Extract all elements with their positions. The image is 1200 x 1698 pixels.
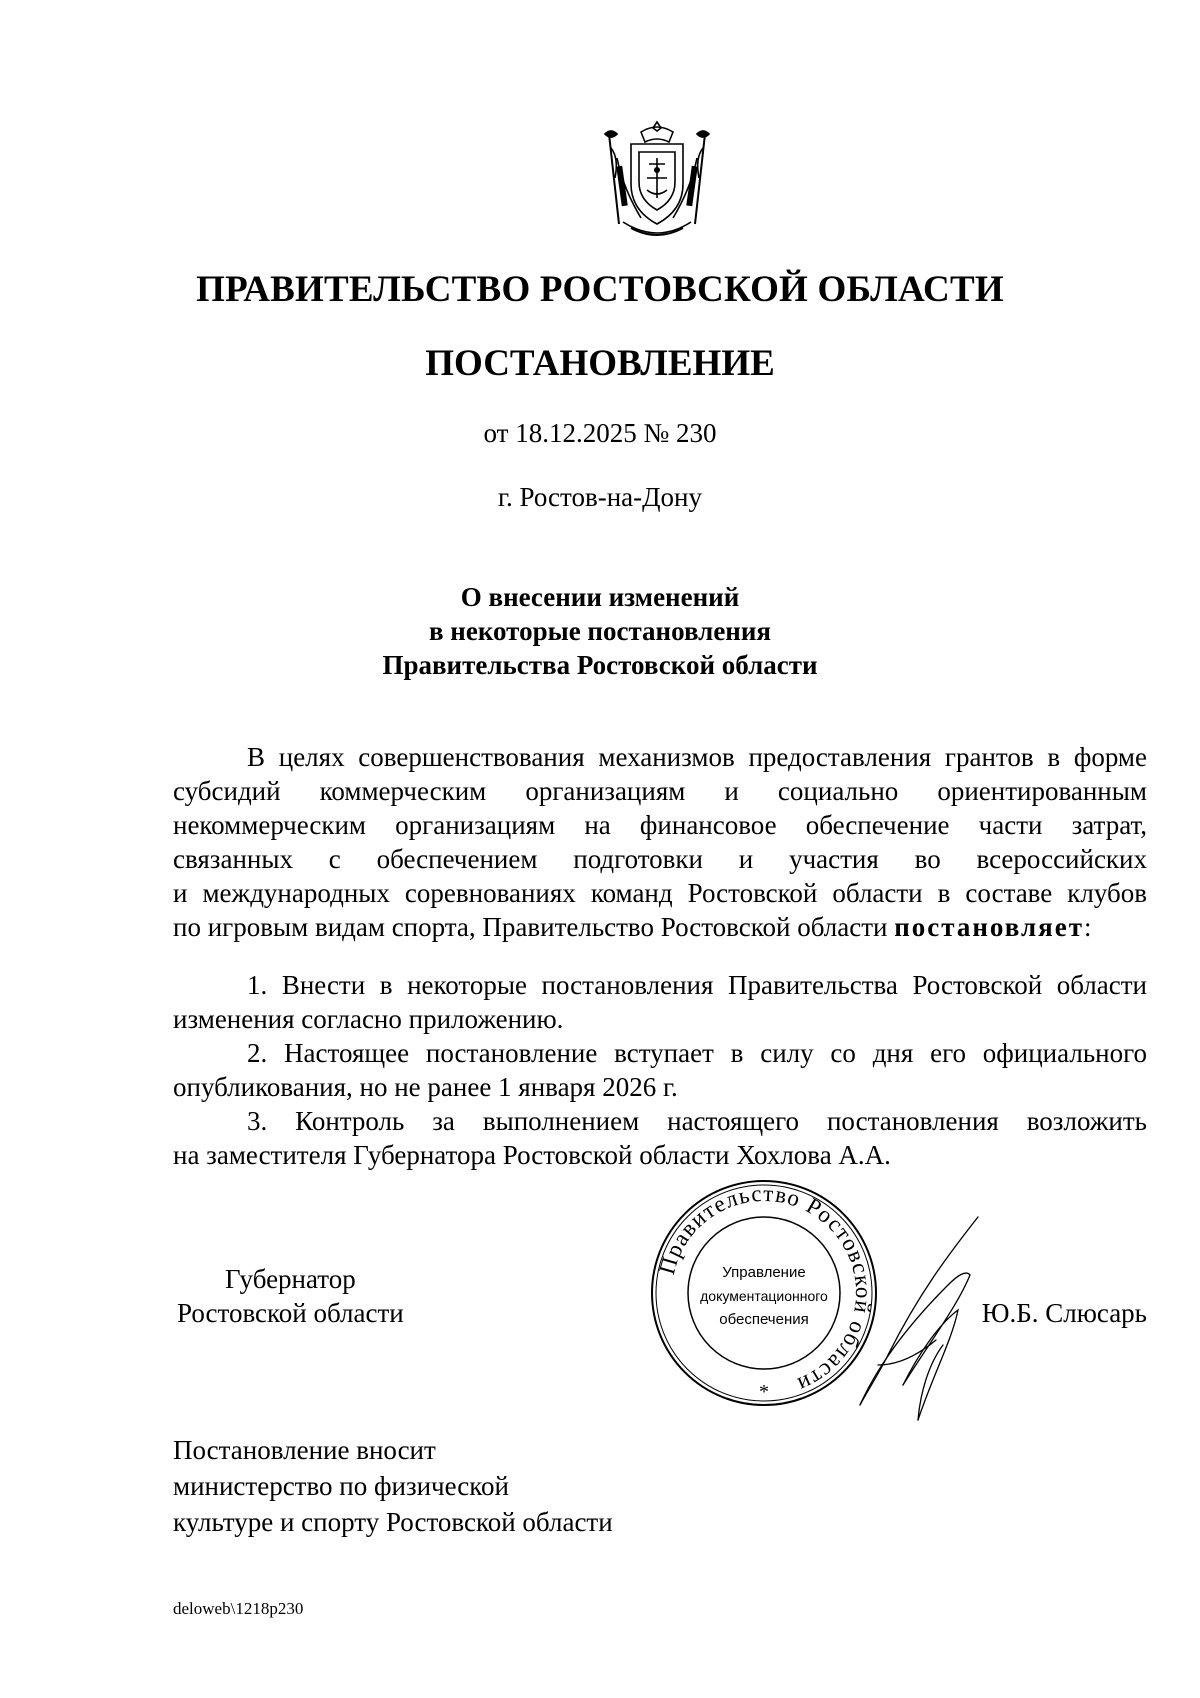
item-line: изменения согласно приложению.	[173, 1004, 564, 1034]
resolves-word: постановляет	[894, 912, 1084, 942]
resolution-item-2	[173, 1036, 1147, 1104]
seal-ring-text: Правительство Ростовской области	[653, 1180, 877, 1399]
document-date-number: от 18.12.2025 № 230	[483, 418, 717, 448]
signer-name: Ю.Б. Слюсарь	[981, 1298, 1147, 1328]
document-file-code: deloweb\1218p230	[173, 1599, 304, 1618]
subject-line: Правительства Ростовской области	[382, 650, 818, 680]
government-title: ПРАВИТЕЛЬСТВО РОСТОВСКОЙ ОБЛАСТИ	[196, 269, 1004, 310]
signer-position-line: Ростовской области	[177, 1298, 404, 1328]
resolution-item-3	[173, 1104, 1147, 1172]
seal-center-line: обеспечения	[719, 1311, 809, 1328]
subject-line: в некоторые постановления	[428, 616, 772, 646]
resolution-items	[173, 968, 1147, 1172]
handwritten-signature	[848, 1215, 993, 1425]
preamble-colon: :	[1083, 912, 1092, 942]
official-seal-stamp	[648, 1177, 880, 1409]
resolution-item-1	[173, 968, 1147, 1036]
preamble-paragraph	[173, 740, 1147, 944]
item-line: 1. Внести в некоторые постановления Правительства Ростовской области	[247, 970, 1147, 1000]
preamble-final-line	[173, 910, 1147, 944]
submitted-by-line: Постановление вносит	[173, 1435, 436, 1465]
seal-center-line: Управление	[722, 1264, 806, 1281]
seal-center-line: документационного	[700, 1288, 828, 1304]
preamble-line-text: по игровым видам спорта, Правительство Ростовской области	[173, 912, 895, 942]
item-line: 3. Контроль за выполнением настоящего постановления возложить	[247, 1106, 1147, 1136]
seal-star: *	[759, 1381, 769, 1403]
signer-position	[177, 1262, 404, 1330]
preamble-line: и международных соревнованиях команд Ростовской области в составе клубов	[173, 878, 1147, 908]
submitted-by-line: культуре и спорту Ростовской области	[173, 1507, 613, 1537]
preamble-line: связанных с обеспечением подготовки и участия во всероссийских	[173, 844, 1147, 874]
coat-of-arms-emblem	[601, 118, 713, 240]
item-line: 2. Настоящее постановление вступает в силу со дня его официального	[247, 1038, 1147, 1068]
document-city: г. Ростов-на-Дону	[497, 482, 702, 512]
preamble-line: В целях совершенствования механизмов предоставления грантов в форме	[247, 742, 1147, 772]
document-type-title: ПОСТАНОВЛЕНИЕ	[425, 343, 775, 384]
subject-line: О внесении изменений	[460, 582, 740, 612]
submitted-by-line: министерство по физической	[173, 1471, 509, 1501]
preamble-line: некоммерческим организациям на финансовое обеспечение части затрат,	[173, 810, 1147, 840]
item-line: опубликования, но не ранее 1 января 2026 г.	[173, 1072, 678, 1102]
submitted-by-note	[173, 1432, 613, 1540]
signer-position-line: Губернатор	[224, 1264, 356, 1294]
preamble-line: субсидий коммерческим организациям и социально ориентированным	[173, 776, 1147, 806]
document-subject	[0, 580, 1200, 682]
item-line: на заместителя Губернатора Ростовской области Хохлова А.А.	[173, 1140, 891, 1170]
